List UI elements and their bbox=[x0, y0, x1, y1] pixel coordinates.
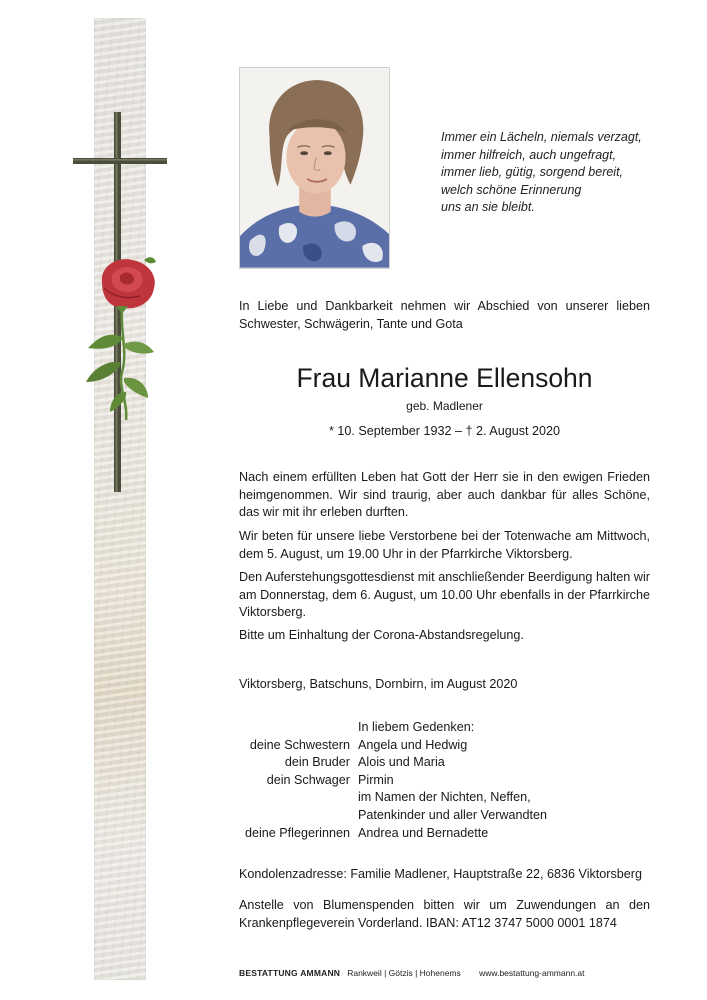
mourner-names: Andrea und Bernadette bbox=[358, 825, 489, 840]
poem-line: immer lieb, gütig, sorgend bereit, bbox=[441, 165, 624, 180]
mourner-names: In liebem Gedenken: bbox=[358, 720, 475, 734]
mourner-names: Patenkinder und aller Verwandten bbox=[358, 807, 548, 822]
maiden-name: geb. Madlener bbox=[406, 399, 483, 413]
life-dates: * 10. September 1932 – † 2. August 2020 bbox=[328, 424, 561, 438]
poem bbox=[441, 129, 661, 217]
poem-line: uns an sie bleibt. bbox=[441, 200, 535, 215]
place-date: Viktorsberg, Batschuns, Dornbirn, im August 2020 bbox=[239, 677, 518, 691]
footer-website-link[interactable]: www.bestattung-ammann.at bbox=[479, 968, 585, 978]
paragraph-wake: Wir beten für unsere liebe Verstorbene bei der Totenwache am Mittwoch, dem 5. August, um 19.00 Uhr in der Pfarrkirche Viktorsberg. bbox=[239, 529, 650, 561]
poem-line: immer hilfreich, auch ungefragt, bbox=[441, 147, 617, 162]
mourner-relation: deine Schwestern bbox=[249, 737, 350, 752]
mourner-names: Alois und Maria bbox=[358, 755, 445, 770]
portrait-illustration bbox=[240, 68, 389, 268]
condolence-address: Kondolenzadresse: Familie Madlener, Hauptstraße 22, 6836 Viktorsberg bbox=[239, 867, 642, 881]
footer-locations: Rankweil | Götzis | Hohenems bbox=[347, 968, 461, 978]
footer bbox=[239, 968, 585, 978]
paragraph-corona: Bitte um Einhaltung der Corona-Abstandsregelung. bbox=[239, 628, 524, 642]
mourner-relation: dein Bruder bbox=[284, 755, 350, 770]
footer-company-name: AMMANN bbox=[300, 968, 341, 978]
mourner-names: Angela und Hedwig bbox=[358, 737, 468, 752]
portrait-photo bbox=[239, 67, 390, 269]
donation-note: Anstelle von Blumenspenden bitten wir um Zuwendungen an den Krankenpflegeverein Vorderland. IBAN: AT12 3747 5000 0001 1874 bbox=[239, 898, 650, 930]
paragraph-funeral: Den Auferstehungsgottesdienst mit anschließender Beerdigung halten wir am Donnerstag, dem 6. August, um 10.00 Uhr ebenfalls in der Pfarrkirche Viktorsberg. bbox=[239, 570, 650, 620]
mourner-relation: deine Pflegerinnen bbox=[244, 825, 350, 840]
mourner-names: Pirmin bbox=[358, 772, 394, 787]
deceased-name: Frau Marianne Ellensohn bbox=[296, 363, 593, 393]
poem-line: welch schöne Erinnerung bbox=[441, 182, 582, 197]
mourner-names: im Namen der Nichten, Neffen, bbox=[358, 790, 531, 805]
poem-line: Immer ein Lächeln, niemals verzagt, bbox=[441, 130, 642, 144]
intro-text: In Liebe und Dankbarkeit nehmen wir Abschied von unserer lieben Schwester, Schwägerin, Tante und Gota bbox=[239, 299, 650, 331]
footer-company-prefix: BESTATTUNG bbox=[239, 968, 298, 978]
mourner-relation: dein Schwager bbox=[266, 772, 350, 787]
paragraph-farewell: Nach einem erfüllten Leben hat Gott der Herr sie in den ewigen Frieden heimgenommen. Wir sind traurig, aber auch dankbar für alles Schöne, das wir mit ihr erleben durften. bbox=[239, 470, 650, 520]
rose-icon bbox=[82, 252, 166, 422]
